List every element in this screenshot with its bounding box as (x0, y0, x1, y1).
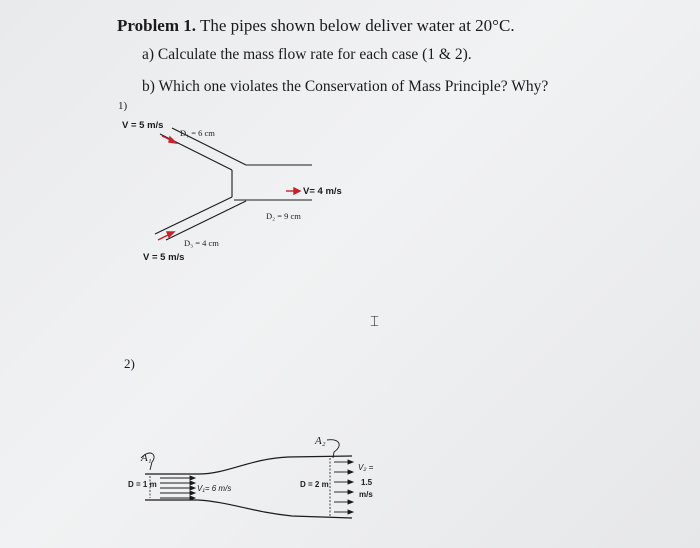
case-2-area-2: A₂ (315, 435, 326, 447)
text-cursor-icon: ⌶ (370, 312, 380, 330)
case-1-y-junction (155, 128, 312, 240)
case-2-area-1: A₁ (141, 452, 152, 464)
case-2-outlet-velocity-unit: m/s (359, 490, 373, 499)
problem-title: Problem 1. The pipes shown below deliver water at 20°C. (117, 16, 515, 35)
question-a: a) Calculate the mass flow rate for each case (1 & 2). (142, 46, 472, 63)
case-1-outlet-diameter: D₂ = 9 cm (266, 211, 301, 221)
case-2-outlet-diameter: D = 2 m (300, 480, 329, 489)
case-1-top-inlet-velocity: V = 5 m/s (122, 120, 164, 131)
case-1-outlet-velocity: V= 4 m/s (303, 186, 342, 197)
case-1-bottom-inlet-diameter: D₃ = 4 cm (184, 238, 219, 248)
case-1-label: 1) (118, 100, 128, 112)
case-2-outlet-velocity-value: 1.5 (361, 478, 373, 487)
a2-leader (327, 440, 339, 458)
case-2-label: 2) (124, 356, 135, 371)
case-1-bottom-inlet-velocity: V = 5 m/s (143, 252, 185, 263)
case-2-expanding-pipe (141, 440, 352, 518)
case-2-inlet-velocity: V₁= 6 m/s (197, 484, 232, 493)
pipe-top-wall (145, 456, 352, 474)
a1-leader (141, 453, 154, 470)
bottom-branch-lower-wall (166, 201, 246, 240)
top-branch-inner-wall (172, 128, 246, 165)
bottom-branch-upper-wall (155, 197, 232, 234)
case-2-inlet-arrows (160, 476, 195, 500)
case-2-outlet-velocity-name: V₂ = (358, 463, 374, 472)
top-inlet-arrowhead (169, 137, 176, 143)
outlet-arrowhead (294, 188, 300, 194)
case-2-inlet-diameter: D = 1 m (128, 480, 157, 489)
case-1-flow-arrows (158, 136, 300, 240)
pipe-bottom-wall (145, 500, 352, 518)
question-b: b) Which one violates the Conservation of Mass Principle? Why? (142, 78, 549, 95)
case-1-top-inlet-diameter: D₁ = 6 cm (180, 128, 215, 138)
case-2-outlet-arrows (334, 460, 353, 514)
